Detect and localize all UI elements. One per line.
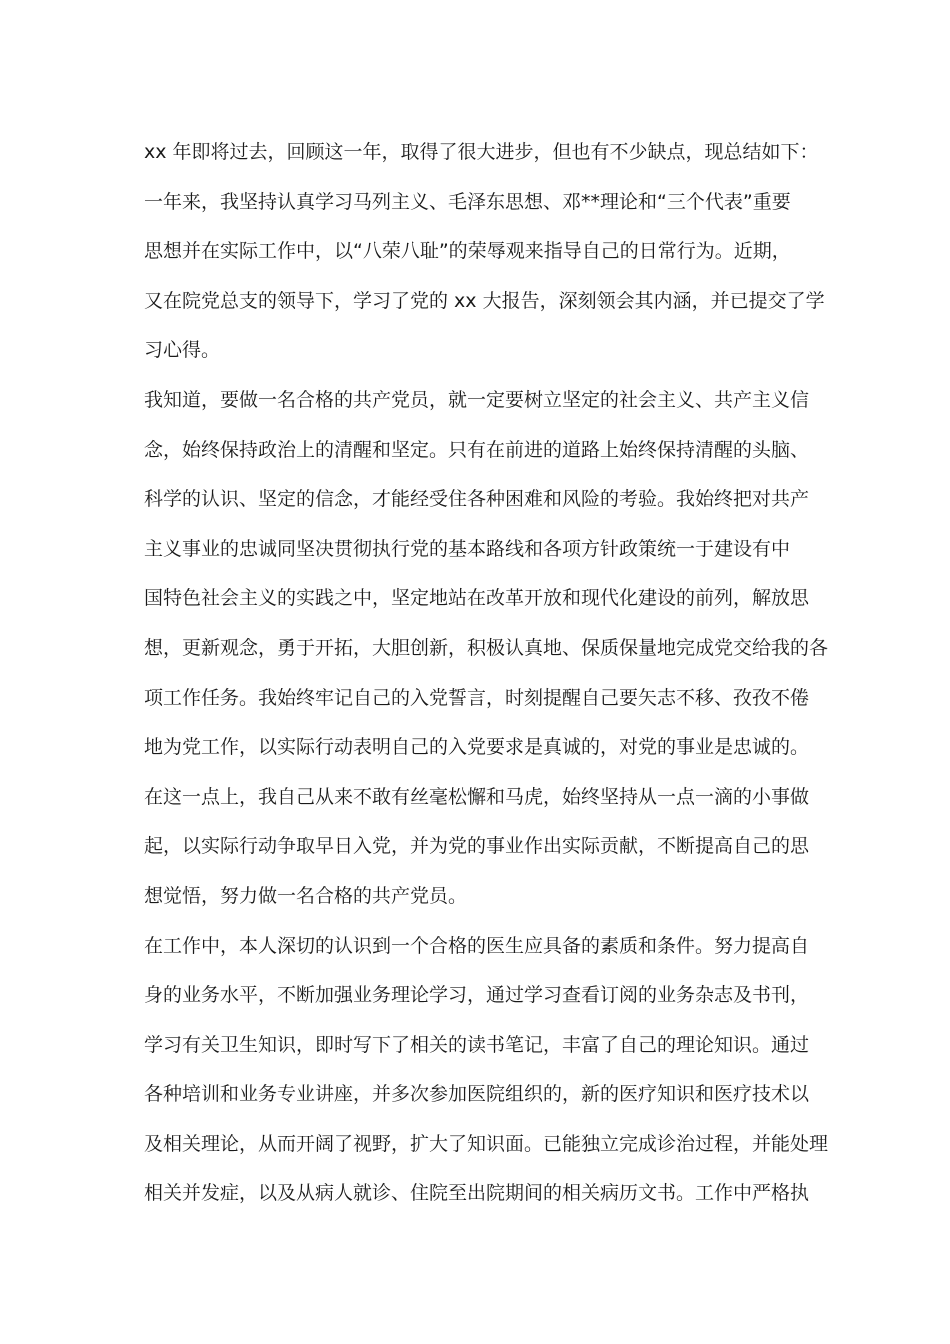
text-line: 起，以实际行动争取早日入党，并为党的事业作出实际贡献，不断提高自己的思 — [144, 835, 810, 858]
text-line: 相关并发症，以及从病人就诊、住院至出院期间的相关病历文书。工作中严格执 — [144, 1182, 810, 1205]
text-line: 在工作中，本人深切的认识到一个合格的医生应具备的素质和条件。努力提高自 — [144, 934, 810, 957]
text-line: 学习有关卫生知识，即时写下了相关的读书笔记，丰富了自己的理论知识。通过 — [144, 1033, 810, 1056]
text-line: 地为党工作，以实际行动表明自己的入党要求是真诚的，对党的事业是忠诚的。 — [144, 736, 810, 759]
text-line: xx 年即将过去，回顾这一年，取得了很大进步，但也有不少缺点，现总结如下： — [144, 141, 819, 163]
text-line: 身的业务水平，不断加强业务理论学习，通过学习查看订阅的业务杂志及书刊， — [144, 984, 810, 1007]
text-line: 念，始终保持政治上的清醒和坚定。只有在前进的道路上始终保持清醒的头脑、 — [144, 438, 810, 461]
text-line: 一年来，我坚持认真学习马列主义、毛泽东思想、邓**理论和“三个代表”重要 — [144, 190, 791, 213]
text-line: 思想并在实际工作中，以“八荣八耻”的荣辱观来指导自己的日常行为。近期， — [144, 240, 791, 263]
text-line: 习心得。 — [144, 339, 221, 362]
text-line: 在这一点上，我自己从来不敢有丝毫松懈和马虎，始终坚持从一点一滴的小事做 — [144, 785, 810, 808]
document-body — [144, 131, 829, 1222]
text-line: 又在院党总支的领导下，学习了党的 xx 大报告，深刻领会其内涵，并已提交了学 — [144, 289, 825, 312]
text-line: 主义事业的忠诚同坚决贯彻执行党的基本路线和各项方针政策统一于建设有中 — [144, 537, 791, 560]
text-line: 想觉悟，努力做一名合格的共产党员。 — [144, 884, 468, 907]
text-line: 各种培训和业务专业讲座，并多次参加医院组织的，新的医疗知识和医疗技术以 — [144, 1083, 810, 1106]
text-line: 我知道，要做一名合格的共产党员，就一定要树立坚定的社会主义、共产主义信 — [144, 388, 810, 411]
text-line: 国特色社会主义的实践之中，坚定地站在改革开放和现代化建设的前列，解放思 — [144, 587, 810, 610]
text-line: 及相关理论，从而开阔了视野，扩大了知识面。已能独立完成诊治过程，并能处理 — [144, 1132, 829, 1155]
text-line: 想，更新观念，勇于开拓，大胆创新，积极认真地、保质保量地完成党交给我的各 — [144, 636, 829, 659]
text-line: 项工作任务。我始终牢记自己的入党誓言，时刻提醒自己要矢志不移、孜孜不倦 — [144, 686, 810, 709]
text-line: 科学的认识、坚定的信念，才能经受住各种困难和风险的考验。我始终把对共产 — [144, 488, 810, 511]
